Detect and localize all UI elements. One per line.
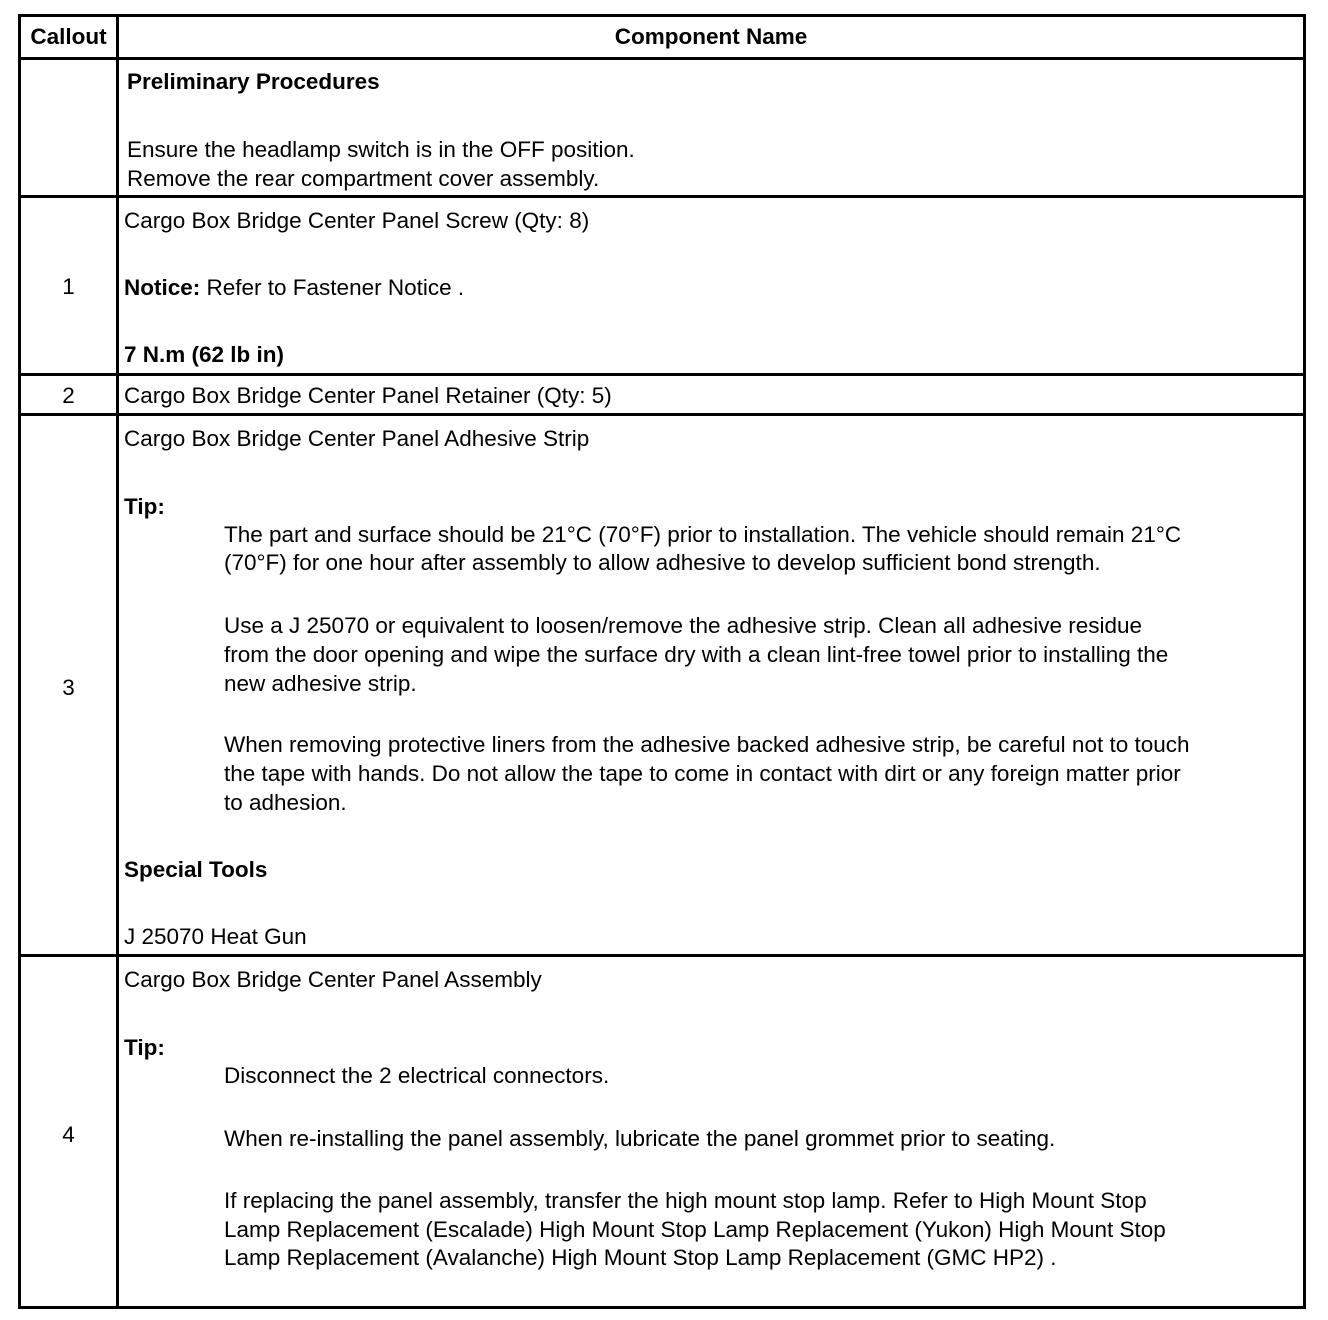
tip-label: Tip: [124, 494, 165, 519]
notice-label: Notice: [124, 275, 201, 300]
column-divider [116, 416, 119, 954]
table-row [21, 195, 1303, 373]
preliminary-title: Preliminary Procedures [127, 69, 380, 94]
tip-line: When removing protective liners from the adhesive backed adhesive strip, be careful not to touch [224, 732, 1190, 757]
table-row [21, 413, 1303, 954]
component-name: Cargo Box Bridge Center Panel Assembly [124, 967, 542, 992]
component-name: Cargo Box Bridge Center Panel Retainer (Qty: 5) [124, 383, 612, 408]
preliminary-row [21, 57, 1303, 195]
column-divider [116, 957, 119, 1306]
callout-number: 2 [62, 383, 75, 408]
callout-number: 4 [62, 1122, 75, 1147]
preliminary-line: Ensure the headlamp switch is in the OFF position. [127, 137, 635, 162]
special-tools-label: Special Tools [124, 857, 268, 882]
tip-line: If replacing the panel assembly, transfer the high mount stop lamp. Refer to High Mount Stop [224, 1188, 1147, 1213]
notice-line [124, 273, 464, 302]
component-name-header: Component Name [614, 24, 808, 49]
torque-spec: 7 N.m (62 lb in) [124, 342, 285, 367]
callout-number: 1 [62, 274, 75, 299]
notice-text: Refer to Fastener Notice . [200, 275, 465, 300]
table-row [21, 954, 1303, 1306]
tip-line: the tape with hands. Do not allow the tape to come in contact with dirt or any foreign matter prior [224, 761, 1181, 786]
tip-line: to adhesion. [224, 790, 347, 815]
table-header-row [21, 17, 1303, 57]
tip-line: When re-installing the panel assembly, lubricate the panel grommet prior to seating. [224, 1126, 1056, 1151]
column-divider [116, 198, 119, 373]
tip-line: (70°F) for one hour after assembly to allow adhesive to develop sufficient bond strength. [224, 550, 1101, 575]
component-name: Cargo Box Bridge Center Panel Adhesive Strip [124, 426, 590, 451]
component-name: Cargo Box Bridge Center Panel Screw (Qty: 8) [124, 208, 590, 233]
tip-line: from the door opening and wipe the surface dry with a clean lint-free towel prior to installing the [224, 642, 1169, 667]
column-divider [116, 60, 119, 195]
table-row [21, 373, 1303, 413]
preliminary-line: Remove the rear compartment cover assembly. [127, 166, 600, 191]
callout-header: Callout [30, 24, 107, 49]
tip-line: Lamp Replacement (Avalanche) High Mount Stop Lamp Replacement (GMC HP2) . [224, 1245, 1057, 1270]
callout-number: 3 [62, 675, 75, 700]
tip-line: Disconnect the 2 electrical connectors. [224, 1063, 610, 1088]
tip-line: new adhesive strip. [224, 671, 417, 696]
tip-label: Tip: [124, 1035, 165, 1060]
component-table [18, 14, 1306, 1309]
special-tool: J 25070 Heat Gun [124, 924, 307, 949]
tip-line: Lamp Replacement (Escalade) High Mount Stop Lamp Replacement (Yukon) High Mount Stop [224, 1217, 1166, 1242]
tip-line: The part and surface should be 21°C (70°F) prior to installation. The vehicle should remain 21°C [224, 522, 1182, 547]
tip-line: Use a J 25070 or equivalent to loosen/remove the adhesive strip. Clean all adhesive residue [224, 613, 1143, 638]
column-divider [116, 376, 119, 413]
